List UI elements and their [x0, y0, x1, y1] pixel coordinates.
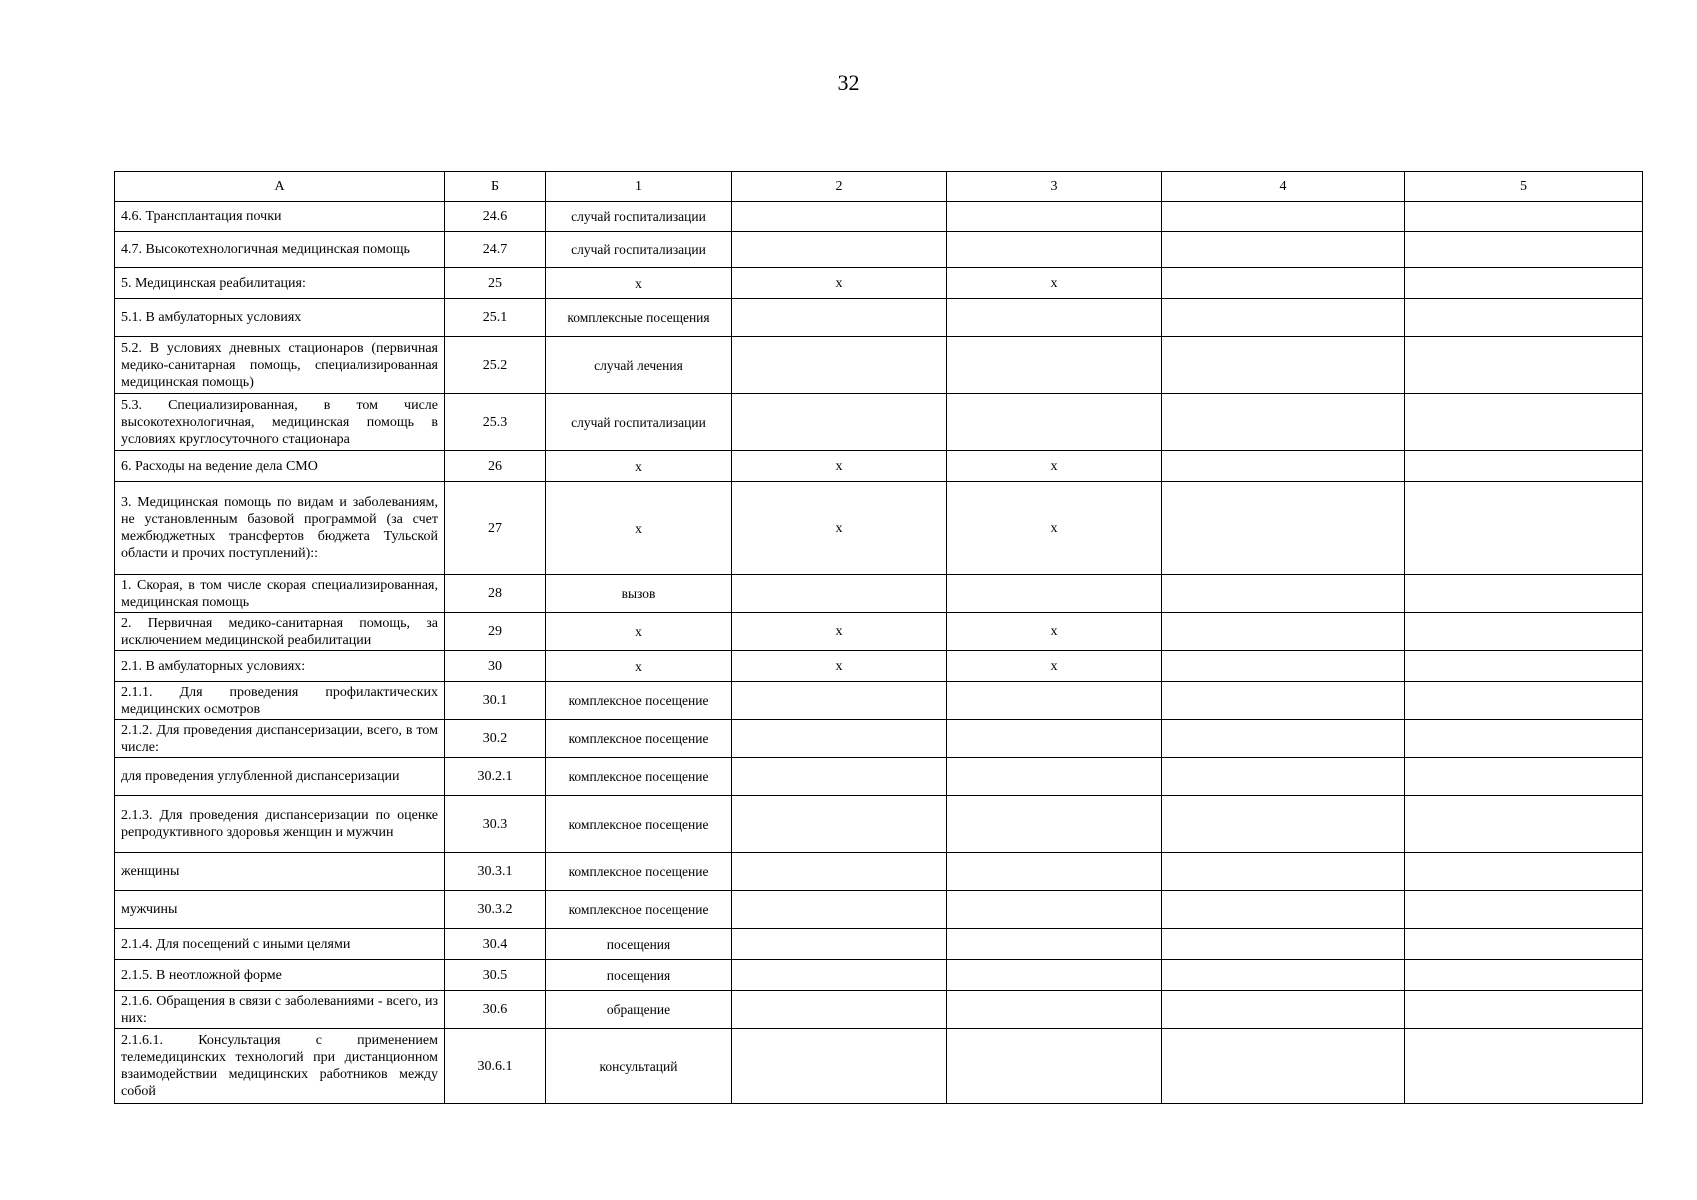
cell-col-4 — [1162, 299, 1405, 337]
cell-name: 5. Медицинская реабилитация: — [115, 268, 445, 299]
cell-col-2 — [732, 575, 947, 613]
table-row — [115, 575, 1643, 613]
cell-unit: х — [546, 613, 732, 651]
cell-col-5 — [1405, 613, 1643, 651]
table-row — [115, 482, 1643, 575]
cell-col-2 — [732, 337, 947, 394]
cell-unit: комплексное посещение — [546, 720, 732, 758]
cell-col-4 — [1162, 720, 1405, 758]
cell-unit: х — [546, 651, 732, 682]
header-cell-a: А — [115, 172, 445, 202]
cell-col-2: х — [732, 651, 947, 682]
cell-unit: консультаций — [546, 1029, 732, 1104]
cell-col-5 — [1405, 1029, 1643, 1104]
cell-line-code: 30.4 — [445, 929, 546, 960]
table-row — [115, 991, 1643, 1029]
cell-col-5 — [1405, 337, 1643, 394]
table-row — [115, 960, 1643, 991]
cell-unit: комплексное посещение — [546, 682, 732, 720]
cell-name: 6. Расходы на ведение дела СМО — [115, 451, 445, 482]
header-cell-2: 2 — [732, 172, 947, 202]
cell-col-2 — [732, 991, 947, 1029]
cell-line-code: 27 — [445, 482, 546, 575]
cell-name: 2.1.6.1. Консультация с применением телемедицинских технологий при дистанционном взаимодействии медицинских работников между собой — [115, 1029, 445, 1104]
cell-col-3 — [947, 575, 1162, 613]
cell-unit: комплексное посещение — [546, 891, 732, 929]
cell-col-2 — [732, 960, 947, 991]
cell-col-2 — [732, 891, 947, 929]
cell-unit: случай госпитализации — [546, 232, 732, 268]
cell-col-3: х — [947, 482, 1162, 575]
cell-name: 2.1. В амбулаторных условиях: — [115, 651, 445, 682]
cell-col-2: х — [732, 268, 947, 299]
cell-line-code: 24.7 — [445, 232, 546, 268]
cell-line-code: 25.3 — [445, 394, 546, 451]
cell-name: 2.1.3. Для проведения диспансеризации по оценке репродуктивного здоровья женщин и мужчин — [115, 796, 445, 853]
cell-col-5 — [1405, 394, 1643, 451]
cell-col-4 — [1162, 451, 1405, 482]
header-cell-5: 5 — [1405, 172, 1643, 202]
cell-name: 2.1.6. Обращения в связи с заболеваниями - всего, из них: — [115, 991, 445, 1029]
cell-col-5 — [1405, 758, 1643, 796]
cell-col-3 — [947, 202, 1162, 232]
table-row — [115, 758, 1643, 796]
cell-col-3 — [947, 1029, 1162, 1104]
cell-name: женщины — [115, 853, 445, 891]
cell-col-2 — [732, 758, 947, 796]
cell-col-3 — [947, 853, 1162, 891]
cell-col-3 — [947, 929, 1162, 960]
cell-col-4 — [1162, 651, 1405, 682]
cell-col-3: х — [947, 613, 1162, 651]
header-cell-4: 4 — [1162, 172, 1405, 202]
cell-col-3: х — [947, 451, 1162, 482]
cell-col-4 — [1162, 682, 1405, 720]
cell-name: 5.3. Специализированная, в том числе высокотехнологичная, медицинская помощь в условиях круглосуточного стационара — [115, 394, 445, 451]
cell-col-2 — [732, 682, 947, 720]
cell-unit: случай госпитализации — [546, 394, 732, 451]
cell-col-2 — [732, 853, 947, 891]
cell-col-5 — [1405, 232, 1643, 268]
cell-unit: х — [546, 482, 732, 575]
cell-col-2 — [732, 232, 947, 268]
table-row — [115, 202, 1643, 232]
cell-col-5 — [1405, 960, 1643, 991]
cell-col-2: х — [732, 451, 947, 482]
cell-line-code: 30.3.2 — [445, 891, 546, 929]
cell-col-5 — [1405, 682, 1643, 720]
cell-col-3 — [947, 232, 1162, 268]
header-cell-1: 1 — [546, 172, 732, 202]
cell-unit: случай лечения — [546, 337, 732, 394]
cell-line-code: 30.3 — [445, 796, 546, 853]
cell-col-5 — [1405, 991, 1643, 1029]
cell-name: 5.2. В условиях дневных стационаров (первичная медико-санитарная помощь, специализированная медицинская помощь) — [115, 337, 445, 394]
table-row — [115, 1029, 1643, 1104]
cell-name: 2.1.5. В неотложной форме — [115, 960, 445, 991]
cell-col-4 — [1162, 202, 1405, 232]
cell-col-5 — [1405, 651, 1643, 682]
cell-name: 2.1.1. Для проведения профилактических медицинских осмотров — [115, 682, 445, 720]
data-table — [114, 171, 1643, 1104]
cell-line-code: 30.5 — [445, 960, 546, 991]
cell-col-2 — [732, 394, 947, 451]
cell-line-code: 25.2 — [445, 337, 546, 394]
cell-col-4 — [1162, 232, 1405, 268]
header-cell-3: 3 — [947, 172, 1162, 202]
cell-name: 2. Первичная медико-санитарная помощь, за исключением медицинской реабилитации — [115, 613, 445, 651]
cell-col-5 — [1405, 482, 1643, 575]
cell-col-2 — [732, 202, 947, 232]
table-row — [115, 613, 1643, 651]
cell-col-3 — [947, 796, 1162, 853]
cell-col-4 — [1162, 853, 1405, 891]
cell-col-5 — [1405, 202, 1643, 232]
header-row — [115, 172, 1643, 202]
table-row — [115, 394, 1643, 451]
cell-unit: комплексные посещения — [546, 299, 732, 337]
cell-line-code: 25 — [445, 268, 546, 299]
table-row — [115, 651, 1643, 682]
page-number: 32 — [837, 70, 860, 95]
cell-name: 1. Скорая, в том числе скорая специализированная, медицинская помощь — [115, 575, 445, 613]
cell-name: 5.1. В амбулаторных условиях — [115, 299, 445, 337]
cell-col-3: х — [947, 268, 1162, 299]
cell-col-2 — [732, 299, 947, 337]
cell-col-4 — [1162, 991, 1405, 1029]
cell-col-4 — [1162, 268, 1405, 299]
cell-unit: посещения — [546, 929, 732, 960]
cell-name: для проведения углубленной диспансеризации — [115, 758, 445, 796]
cell-col-3 — [947, 720, 1162, 758]
cell-col-5 — [1405, 268, 1643, 299]
table-row — [115, 796, 1643, 853]
cell-unit: обращение — [546, 991, 732, 1029]
cell-line-code: 24.6 — [445, 202, 546, 232]
cell-col-3 — [947, 682, 1162, 720]
cell-line-code: 30.6 — [445, 991, 546, 1029]
cell-col-5 — [1405, 575, 1643, 613]
cell-name: 4.7. Высокотехнологичная медицинская помощь — [115, 232, 445, 268]
cell-col-3 — [947, 758, 1162, 796]
cell-col-2 — [732, 929, 947, 960]
cell-col-3 — [947, 891, 1162, 929]
cell-unit: х — [546, 451, 732, 482]
cell-col-2 — [732, 720, 947, 758]
cell-unit: случай госпитализации — [546, 202, 732, 232]
cell-col-4 — [1162, 613, 1405, 651]
table-row — [115, 268, 1643, 299]
cell-unit: х — [546, 268, 732, 299]
cell-col-3 — [947, 394, 1162, 451]
cell-col-4 — [1162, 758, 1405, 796]
cell-name: 2.1.2. Для проведения диспансеризации, всего, в том числе: — [115, 720, 445, 758]
cell-unit: комплексное посещение — [546, 853, 732, 891]
cell-name: мужчины — [115, 891, 445, 929]
cell-col-4 — [1162, 796, 1405, 853]
table-row — [115, 891, 1643, 929]
cell-col-4 — [1162, 960, 1405, 991]
cell-col-3: х — [947, 651, 1162, 682]
cell-col-4 — [1162, 482, 1405, 575]
cell-col-3 — [947, 960, 1162, 991]
cell-col-4 — [1162, 394, 1405, 451]
cell-col-3 — [947, 337, 1162, 394]
cell-col-2 — [732, 1029, 947, 1104]
table-row — [115, 853, 1643, 891]
cell-line-code: 30 — [445, 651, 546, 682]
cell-col-4 — [1162, 337, 1405, 394]
cell-col-2 — [732, 796, 947, 853]
cell-name: 4.6. Трансплантация почки — [115, 202, 445, 232]
header-cell-b: Б — [445, 172, 546, 202]
cell-col-5 — [1405, 853, 1643, 891]
table-row — [115, 720, 1643, 758]
cell-line-code: 28 — [445, 575, 546, 613]
cell-col-5 — [1405, 451, 1643, 482]
cell-col-5 — [1405, 720, 1643, 758]
cell-col-5 — [1405, 929, 1643, 960]
table-row — [115, 232, 1643, 268]
cell-col-4 — [1162, 891, 1405, 929]
cell-line-code: 30.6.1 — [445, 1029, 546, 1104]
cell-unit: комплексное посещение — [546, 796, 732, 853]
table-row — [115, 929, 1643, 960]
cell-line-code: 29 — [445, 613, 546, 651]
cell-col-3 — [947, 991, 1162, 1029]
cell-col-2: х — [732, 482, 947, 575]
cell-col-3 — [947, 299, 1162, 337]
cell-name: 3. Медицинская помощь по видам и заболеваниям, не установленным базовой программой (за счет межбюджетных трансфертов бюджета Тульской области и прочих поступлений):: — [115, 482, 445, 575]
table-row — [115, 337, 1643, 394]
table-row — [115, 451, 1643, 482]
cell-col-4 — [1162, 1029, 1405, 1104]
cell-line-code: 26 — [445, 451, 546, 482]
cell-col-4 — [1162, 929, 1405, 960]
cell-col-5 — [1405, 891, 1643, 929]
cell-line-code: 30.3.1 — [445, 853, 546, 891]
table-row — [115, 682, 1643, 720]
cell-line-code: 30.1 — [445, 682, 546, 720]
cell-line-code: 30.2.1 — [445, 758, 546, 796]
cell-unit: вызов — [546, 575, 732, 613]
cell-col-4 — [1162, 575, 1405, 613]
cell-line-code: 25.1 — [445, 299, 546, 337]
cell-unit: комплексное посещение — [546, 758, 732, 796]
cell-unit: посещения — [546, 960, 732, 991]
cell-col-2: х — [732, 613, 947, 651]
cell-col-5 — [1405, 299, 1643, 337]
cell-line-code: 30.2 — [445, 720, 546, 758]
cell-col-5 — [1405, 796, 1643, 853]
cell-name: 2.1.4. Для посещений с иными целями — [115, 929, 445, 960]
table-row — [115, 299, 1643, 337]
